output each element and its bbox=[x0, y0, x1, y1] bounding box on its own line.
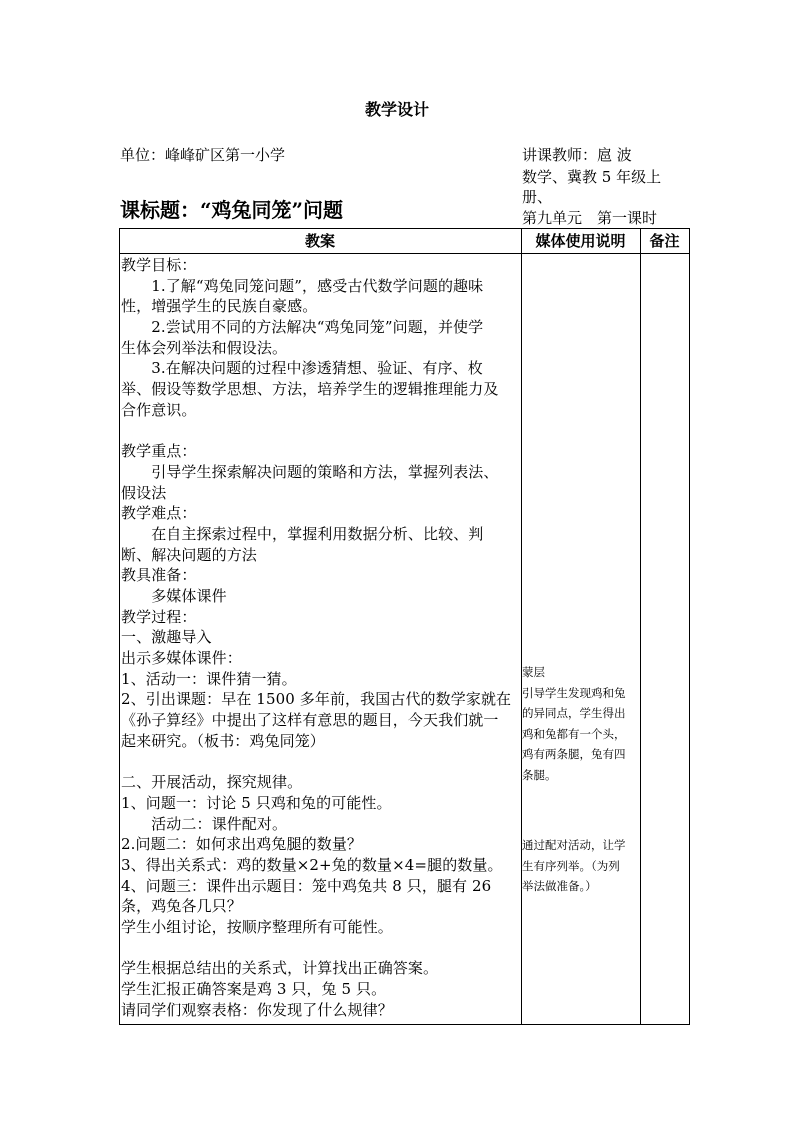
content-line: 2.问题二：如何求出鸡兔腿的数量？ bbox=[121, 835, 363, 854]
content-line: 教学重点： bbox=[121, 442, 197, 461]
media-note-line: 条腿。 bbox=[522, 767, 557, 782]
content-line bbox=[121, 752, 521, 773]
table-divider-2 bbox=[640, 228, 641, 1025]
content-line: 性，增强学生的民族自豪感。 bbox=[121, 297, 318, 316]
content-line: 在自主探索过程中，掌握利用数据分析、比较、判 bbox=[121, 524, 484, 543]
table-border-top bbox=[119, 228, 690, 229]
media-note-1 bbox=[522, 662, 640, 785]
content-line: 生体会列举法和假设法。 bbox=[121, 338, 288, 357]
content-line: 引导学生探索解决问题的策略和方法，掌握列表法、 bbox=[121, 462, 499, 481]
content-line: 请同学们观察表格：你发现了什么规律？ bbox=[121, 1000, 393, 1019]
content-line bbox=[121, 421, 521, 442]
content-line: 教学目标： bbox=[121, 256, 197, 274]
lesson-topic: 课标题：“鸡兔同笼”问题 bbox=[120, 198, 344, 222]
media-note-line: 生有序列举。（为列 bbox=[522, 858, 620, 873]
media-note-2 bbox=[522, 835, 640, 897]
content-line: 2、引出课题：早在 1500 多年前，我国古代的数学家就在 bbox=[121, 690, 512, 709]
content-line bbox=[121, 938, 521, 959]
content-line: 二、开展活动，探究规律。 bbox=[121, 773, 303, 792]
content-line: 学生根据总结出的关系式，计算找出正确答案。 bbox=[121, 959, 439, 978]
content-line: 断、解决问题的方法 bbox=[121, 545, 257, 564]
lesson-plan-table bbox=[119, 228, 690, 1025]
content-line: 教具准备： bbox=[121, 566, 197, 585]
content-line: 1、活动一：课件猜一猜。 bbox=[121, 669, 297, 688]
header-media-notes: 媒体使用说明 bbox=[535, 232, 626, 250]
content-line: 教学难点： bbox=[121, 504, 197, 523]
table-border-right bbox=[689, 228, 690, 1025]
content-line: 4、问题三：课件出示题目：笼中鸡兔共 8 只，腿有 26 bbox=[121, 876, 492, 895]
content-line: 合作意识。 bbox=[121, 400, 197, 419]
lesson-plan-content bbox=[121, 255, 521, 1020]
content-line: 活动二：课件配对。 bbox=[121, 814, 288, 833]
grade-line-2: 册、 bbox=[522, 188, 553, 206]
content-line: 学生汇报正确答案是鸡 3 只，兔 5 只。 bbox=[121, 980, 387, 999]
document-title: 教学设计 bbox=[364, 100, 429, 119]
header-remarks: 备注 bbox=[649, 232, 680, 250]
content-line: 假设法 bbox=[121, 483, 167, 502]
media-note-line: 鸡有两条腿，兔有四 bbox=[522, 747, 626, 761]
lesson-info: 第九单元 第一课时 bbox=[522, 209, 658, 227]
table-border-left bbox=[119, 228, 120, 1025]
media-note-line: 引导学生发现鸡和兔 bbox=[522, 685, 626, 700]
media-note-line: 举法做准备。） bbox=[522, 879, 597, 893]
content-line: 条，鸡兔各几只？ bbox=[121, 897, 242, 916]
media-note-line: 的异同点，学生得出 bbox=[522, 706, 626, 720]
media-note-line: 蒙层 bbox=[522, 665, 545, 679]
content-line: 1.了解“鸡兔同笼问题”，感受古代数学问题的趣味 bbox=[121, 276, 484, 295]
content-line: 1、问题一：讨论 5 只鸡和兔的可能性。 bbox=[121, 793, 392, 812]
content-line: 多媒体课件 bbox=[121, 587, 227, 605]
content-line: 起来研究。（板书：鸡兔同笼） bbox=[121, 731, 325, 750]
content-line: 《孙子算经》中提出了这样有意思的题目，今天我们就一 bbox=[121, 711, 499, 730]
content-line: 学生小组讨论，按顺序整理所有可能性。 bbox=[121, 918, 393, 936]
teacher-name: 讲课教师：扈 波 bbox=[522, 146, 632, 164]
content-line: 2.尝试用不同的方法解决“鸡兔同笼”问题，并使学 bbox=[121, 318, 484, 337]
content-line: 3.在解决问题的过程中渗透猜想、验证、有序、枚 bbox=[121, 359, 483, 378]
content-line: 3、得出关系式：鸡的数量×2+兔的数量×4=腿的数量。 bbox=[121, 855, 503, 874]
grade-line-1: 数学、冀教 5 年级上 bbox=[522, 168, 662, 186]
table-header-divider bbox=[119, 253, 690, 254]
grade-info bbox=[522, 167, 672, 207]
header-lesson-plan: 教案 bbox=[304, 232, 335, 250]
content-line: 出示多媒体课件： bbox=[121, 649, 242, 668]
table-divider-1 bbox=[521, 228, 522, 1025]
content-line: 举、假设等数学思想、方法，培养学生的逻辑推理能力及 bbox=[121, 380, 499, 399]
media-note-line: 通过配对活动，让学 bbox=[522, 838, 626, 852]
content-line: 一、激趣导入 bbox=[121, 628, 212, 647]
table-border-bottom bbox=[119, 1024, 690, 1025]
school-unit: 单位：峰峰矿区第一小学 bbox=[120, 146, 286, 164]
media-note-line: 鸡和兔都有一个头， bbox=[522, 726, 626, 741]
content-line: 教学过程： bbox=[121, 607, 197, 626]
